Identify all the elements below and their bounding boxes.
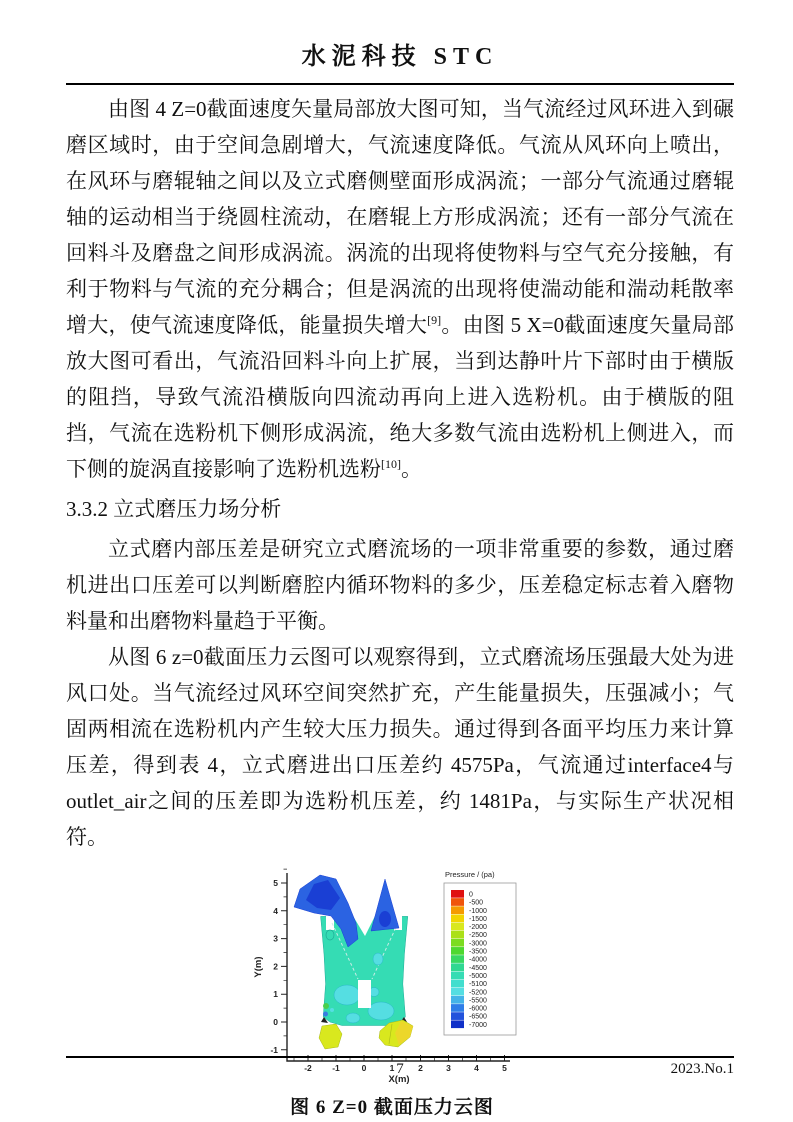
- y-tick-label: 1: [273, 989, 278, 1000]
- citation-ref-10: [10]: [381, 457, 401, 471]
- paragraph1-text-b: 。由图 5 X=0截面速度矢量局部放大图可看出，气流沿回料斗向上扩展，当到达静叶片下部时由于横版的阻挡，导致气流沿横版向四流动再向上进入选粉机。由于横版的阻挡，气流在选粉机下侧形成涡流，绝大多数气流由选粉机上侧进入，而下侧的旋涡直接影响了选粉机选粉: [66, 313, 734, 481]
- journal-title: 水泥科技 STC: [301, 44, 499, 70]
- legend-swatch: [451, 1020, 464, 1028]
- legend-label: -4500: [469, 964, 487, 972]
- issue-label: 2023.No.1: [670, 1061, 734, 1077]
- legend-swatch: [451, 931, 464, 939]
- y-tick-label: 5: [273, 878, 278, 888]
- center-white-block: [358, 980, 371, 1008]
- paragraph1-text-a: 由图 4 Z=0截面速度矢量局部放大图可知，当气流经过风环进入到碾磨区域时，由于空间急剧增大，气流速度降低。气流从风环向上喷出，在风环与磨辊轴之间以及立式磨侧壁面形成涡流；一部分气流通过磨辊轴的运动相当于绕圆柱流动，在磨辊上方形成涡流；还有一部分气流在回料斗及磨盘之间形成涡流。涡流的出现将使物料与空气充分接触，有利于物料与气流的充分耦合；但是涡流的出现将使湍动能和湍动耗散率增大，使气流速度降低，能量损失增大: [66, 97, 734, 337]
- legend-swatch: [451, 955, 464, 963]
- x-tick-label: -1: [332, 1063, 340, 1073]
- y-tick-label: 4: [273, 905, 278, 916]
- legend-title: Pressure / (pa): [445, 870, 495, 879]
- y-tick-labels: [270, 878, 278, 1055]
- bottom-left-yellow-zone: [319, 1024, 342, 1049]
- legend: [444, 870, 516, 1035]
- legend-swatch: [451, 988, 464, 996]
- cyan-patch: [368, 1002, 394, 1020]
- page-footer: [66, 1056, 734, 1078]
- legend-label: -2000: [469, 924, 487, 932]
- legend-label: -3500: [469, 948, 487, 956]
- legend-swatch: [451, 947, 464, 955]
- y-tick-label: 0: [273, 1017, 278, 1027]
- paragraph1-text-c: 。: [401, 457, 422, 481]
- x-tick-label: 5: [502, 1063, 507, 1073]
- legend-label: -6000: [469, 1005, 487, 1013]
- legend-swatch: [451, 914, 464, 922]
- legend-label: -500: [469, 899, 484, 907]
- legend-swatches: [451, 890, 464, 1028]
- legend-swatch: [451, 1004, 464, 1012]
- legend-label: -1500: [469, 915, 487, 923]
- legend-swatch: [451, 996, 464, 1004]
- legend-swatch: [451, 980, 464, 988]
- paragraph-velocity-field: [66, 91, 734, 487]
- x-tick-label: 3: [446, 1063, 451, 1073]
- legend-label: -5000: [469, 973, 487, 980]
- header-rule: [66, 83, 734, 85]
- y-axis-label: Y(m): [253, 956, 264, 978]
- legend-swatch: [451, 939, 464, 947]
- blue-spot: [323, 1012, 328, 1017]
- pressure-contour-chart: [252, 859, 532, 1087]
- legend-swatch: [451, 1012, 464, 1020]
- legend-label: -5500: [469, 997, 487, 1005]
- section-heading-3-3-2: 3.3.2 立式磨压力场分析: [66, 497, 282, 521]
- cyan-spot: [330, 1008, 334, 1012]
- figure-caption: 图 6 Z=0 截面压力云图: [290, 1097, 494, 1118]
- x-tick-label: -2: [304, 1063, 312, 1073]
- y-tick-label: 3: [273, 933, 278, 944]
- x-tick-label: 4: [474, 1063, 479, 1073]
- y-tick-label: -1: [270, 1044, 278, 1055]
- legend-label: -2500: [469, 932, 487, 940]
- legend-swatch: [451, 890, 464, 898]
- legend-label: -6500: [469, 1013, 487, 1021]
- x-tick-label: 2: [418, 1063, 423, 1073]
- legend-label: -7000: [469, 1021, 487, 1029]
- x-tick-label: 0: [361, 1063, 367, 1073]
- green-spot: [323, 1003, 329, 1009]
- paragraph-pressure-intro: 立式磨内部压差是研究立式磨流场的一项非常重要的参数，通过磨机进出口压差可以判断磨腔内循环物料的多少，压差稳定标志着入磨物料量和出磨物料量趋于平衡。: [66, 537, 734, 633]
- legend-swatch: [451, 906, 464, 914]
- legend-label: 0: [469, 891, 473, 899]
- legend-label: -5200: [469, 989, 487, 997]
- legend-swatch: [451, 963, 464, 971]
- cyan-patch: [334, 985, 360, 1005]
- pressure-contour-shapes: [294, 875, 413, 1049]
- legend-swatch: [451, 923, 464, 931]
- y-tick-label: 2: [273, 961, 278, 972]
- citation-ref-9: [9]: [427, 313, 442, 327]
- legend-label: -3000: [469, 940, 487, 948]
- legend-swatch: [451, 972, 464, 980]
- legend-label: -1000: [469, 907, 487, 915]
- legend-label: -4000: [469, 956, 487, 964]
- right-duct-dark-core: [379, 911, 391, 927]
- page-number: 7: [396, 1061, 404, 1077]
- legend-label: -5100: [469, 981, 487, 989]
- legend-labels: [469, 892, 487, 1029]
- legend-swatch: [451, 898, 464, 906]
- x-tick-label: 1: [389, 1063, 395, 1073]
- paragraph-pressure-analysis: 从图 6 z=0截面压力云图可以观察得到，立式磨流场压强最大处为进风口处。当气流经过风环空间突然扩充，产生能量损失，压强减小；气固两相流在选粉机内产生较大压力损失。通过得到各面平均压力来计算压差，得到表 4，立式磨进出口压差约 4575Pa，气流通过interface4与outlet_air之间的压差即为选粉机压差，约 1481Pa，与实际生产状况相符。: [66, 645, 734, 849]
- cyan-patch: [373, 953, 383, 965]
- cyan-patch: [346, 1013, 360, 1023]
- x-axis-label: X(m): [388, 1074, 410, 1085]
